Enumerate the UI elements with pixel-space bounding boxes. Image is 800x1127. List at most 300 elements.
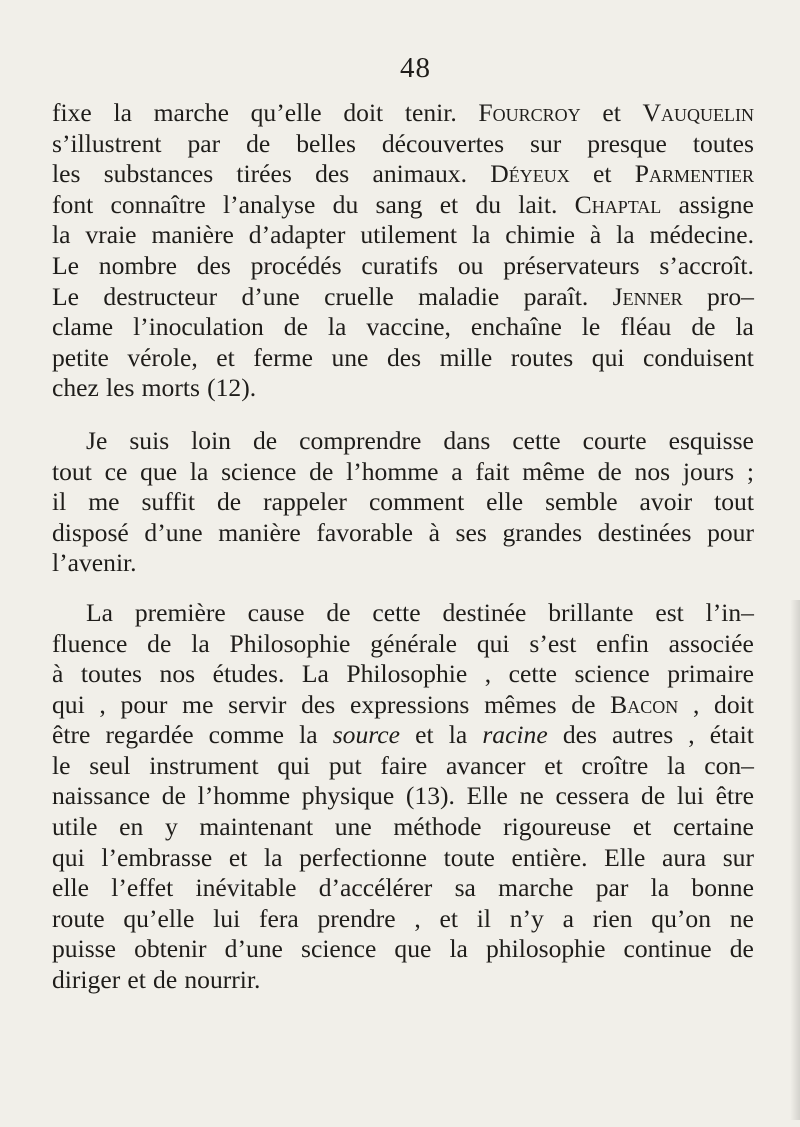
word: qui — [52, 842, 85, 872]
word: con– — [704, 750, 754, 780]
word: physique — [301, 781, 395, 811]
author-name: Parmentier — [634, 159, 754, 189]
word: et — [439, 189, 459, 219]
word: (13). — [405, 781, 455, 811]
word: disposé — [52, 517, 129, 547]
word: Elle — [604, 842, 646, 872]
word: semble — [545, 487, 618, 517]
word: la — [448, 720, 468, 750]
word: et — [228, 842, 248, 872]
text-line — [52, 426, 754, 457]
word: mêmes — [484, 689, 557, 719]
text-line — [52, 781, 754, 812]
word: rappeler — [263, 487, 347, 517]
word: tenir. — [404, 98, 457, 127]
word: la — [189, 456, 209, 486]
word: il — [476, 903, 491, 933]
word: science — [221, 456, 297, 486]
word: a — [451, 456, 463, 486]
word: a — [562, 903, 574, 933]
word: des — [315, 159, 350, 189]
word: croître — [581, 750, 649, 780]
word: nos — [159, 659, 196, 689]
word: l’analyse — [222, 189, 316, 219]
word: cette — [512, 425, 561, 455]
word: procédés — [250, 250, 342, 280]
text-line — [52, 934, 754, 965]
word: tout — [52, 456, 92, 486]
word: courte — [582, 425, 647, 455]
word: faire — [380, 750, 428, 780]
word: favorable — [316, 517, 413, 547]
word: n’y — [509, 903, 544, 933]
word: l’effet — [111, 873, 174, 903]
word: le — [581, 312, 601, 342]
word: obtenir — [134, 934, 207, 964]
word: curatifs — [361, 250, 439, 280]
word — [635, 159, 754, 190]
paragraph-gap — [52, 579, 754, 598]
word — [610, 690, 678, 721]
word: il — [52, 487, 67, 517]
word: qui — [277, 750, 311, 780]
word: morts — [141, 373, 200, 403]
author-name: Vauquelin — [642, 98, 754, 127]
word: science — [301, 934, 377, 964]
word: Philosophie — [346, 659, 468, 689]
word: cause — [247, 597, 305, 627]
word: s’est — [529, 628, 577, 658]
word: de — [252, 425, 278, 455]
word: substances — [103, 159, 214, 189]
word: comment — [368, 487, 465, 517]
word: qui — [591, 342, 625, 372]
text-line — [52, 720, 754, 751]
word: de — [216, 487, 242, 517]
word: destinée — [442, 597, 527, 627]
word: utilement — [360, 220, 457, 250]
word: la — [191, 628, 210, 658]
word: et — [216, 342, 235, 372]
word: la — [264, 842, 283, 872]
word: d’une — [144, 517, 203, 547]
word: lait. — [518, 189, 558, 219]
word: la — [471, 220, 491, 250]
word: vraie — [85, 220, 137, 250]
text-line — [52, 312, 754, 343]
word: ou — [457, 250, 484, 280]
word: ses — [455, 517, 487, 547]
word: par — [595, 873, 629, 903]
word: et — [602, 98, 621, 127]
word: de — [161, 781, 186, 811]
text-line — [52, 98, 754, 129]
word: science — [574, 659, 650, 689]
word: me — [182, 689, 214, 719]
word: l’inoculation — [133, 312, 264, 342]
word — [613, 282, 683, 313]
word: sang — [375, 189, 423, 219]
word: utile — [52, 812, 98, 842]
word: continue — [623, 934, 712, 964]
word: presque — [587, 128, 667, 158]
word: et — [544, 750, 563, 780]
text-line — [52, 159, 754, 190]
body-text — [52, 98, 754, 996]
word: être — [715, 781, 754, 811]
word: d’une — [224, 934, 283, 964]
text-line — [52, 282, 754, 313]
word: philosophie — [486, 934, 606, 964]
word: seul — [89, 750, 131, 780]
word: générale — [370, 628, 457, 658]
word: une — [331, 342, 369, 372]
word: paraît. — [523, 281, 589, 311]
word: tirées — [236, 159, 292, 189]
word: chez — [52, 373, 99, 403]
word: elle — [52, 873, 89, 903]
word: même — [522, 456, 585, 486]
text-line — [52, 548, 754, 579]
word: put — [328, 750, 362, 780]
word: avancer — [445, 750, 526, 780]
text-line — [52, 518, 754, 549]
word: cruelle — [324, 281, 394, 311]
text-line — [52, 129, 754, 160]
word: études. — [212, 659, 285, 689]
word: de — [571, 689, 596, 719]
word: la — [666, 750, 686, 780]
word — [482, 720, 547, 751]
word: et — [439, 903, 458, 933]
text-line — [52, 487, 754, 518]
word — [642, 98, 753, 129]
word: la — [52, 220, 71, 250]
word: Le — [52, 281, 79, 311]
word: et — [592, 159, 612, 189]
word — [478, 98, 580, 129]
emphasis: source — [332, 720, 401, 750]
text-line — [52, 873, 754, 904]
word: naissance — [52, 781, 151, 811]
word: une — [334, 812, 372, 842]
word: elle — [486, 487, 524, 517]
word: puisse — [52, 934, 116, 964]
text-line — [52, 843, 754, 874]
word: instrument — [149, 750, 259, 780]
word: est — [655, 597, 684, 627]
word: , — [414, 903, 421, 933]
word: méthode — [393, 812, 482, 842]
word: qu’elle — [123, 903, 195, 933]
paragraph — [52, 98, 754, 404]
word: d’une — [241, 281, 300, 311]
word: de — [691, 312, 716, 342]
word: sa — [454, 873, 476, 903]
word: primaire — [667, 659, 754, 689]
word: s’illustrent — [52, 128, 162, 158]
word: vérole, — [127, 342, 198, 372]
word: des — [196, 250, 231, 280]
text-line — [52, 751, 754, 782]
word: , — [688, 720, 695, 750]
paragraph — [52, 426, 754, 579]
word: pro– — [707, 281, 754, 311]
word: entière. — [511, 842, 588, 872]
word: brillante — [548, 597, 634, 627]
word: à — [428, 517, 440, 547]
word: que — [140, 456, 178, 486]
word: doit — [343, 98, 384, 127]
word: rien — [592, 903, 633, 933]
word: les — [106, 373, 135, 403]
word: la — [650, 873, 670, 903]
word: à — [52, 659, 64, 689]
word: marche — [498, 873, 574, 903]
word: d’accélérer — [318, 873, 433, 903]
word: servir — [228, 689, 287, 719]
word: fait — [475, 456, 510, 486]
word: mille — [439, 342, 493, 372]
word: ; — [746, 456, 754, 486]
word: inévitable — [195, 873, 297, 903]
word: maintenant — [199, 812, 314, 842]
word: doit — [714, 689, 754, 719]
word: qui — [52, 689, 85, 719]
word: loin — [191, 425, 231, 455]
word: grandes — [502, 517, 583, 547]
paragraph — [52, 598, 754, 996]
word: de — [309, 456, 334, 486]
text-line — [52, 965, 754, 996]
word: l’homme — [346, 456, 439, 486]
word: manière — [151, 220, 234, 250]
word: vaccine, — [366, 312, 451, 342]
word: connaître — [110, 189, 206, 219]
word: expressions — [349, 689, 470, 719]
word: des — [301, 689, 336, 719]
word: cessera — [555, 781, 630, 811]
author-name: Déyeux — [490, 159, 570, 189]
word: animaux. — [372, 159, 467, 189]
text-line — [52, 190, 754, 221]
word: fléau — [620, 312, 672, 342]
word: la — [616, 220, 635, 250]
word: de — [153, 965, 178, 995]
word: , — [484, 659, 492, 689]
word: première — [134, 597, 226, 627]
word: maladie — [418, 281, 500, 311]
word: avoir — [639, 487, 693, 517]
word: qu’elle — [250, 98, 322, 127]
author-name: Jenner — [612, 281, 683, 311]
word: perfectionne — [299, 842, 428, 872]
word: toutes — [80, 659, 143, 689]
word: Le — [52, 250, 79, 280]
word: ferme — [253, 342, 313, 372]
word: enfin — [596, 628, 649, 658]
word: diriger — [52, 965, 121, 995]
word: prendre — [317, 903, 396, 933]
text-line — [52, 598, 754, 629]
word: préservateurs — [503, 250, 640, 280]
text-line — [52, 373, 754, 404]
word: destinées — [597, 517, 692, 547]
word: bonne — [691, 873, 754, 903]
word: cette — [372, 597, 421, 627]
word: le — [52, 750, 71, 780]
text-line — [52, 343, 754, 374]
word: d’adapter — [248, 220, 346, 250]
word: l’homme — [197, 781, 291, 811]
word: qui — [476, 628, 510, 658]
word: cette — [508, 659, 557, 689]
word: qu’on — [651, 903, 711, 933]
word: la — [735, 312, 754, 342]
word: de — [283, 312, 308, 342]
paragraph-gap — [52, 404, 754, 426]
word: jours — [682, 456, 735, 486]
word: en — [119, 812, 144, 842]
word: par — [187, 128, 221, 158]
word: Elle — [466, 781, 508, 811]
word: découvertes — [381, 128, 505, 158]
word: manière — [218, 517, 301, 547]
text-line — [52, 904, 754, 935]
page-number: 48 — [400, 52, 431, 84]
author-name: Fourcroy — [478, 98, 581, 127]
word: toutes — [692, 128, 754, 158]
word: suffit — [141, 487, 196, 517]
text-line — [52, 457, 754, 488]
word: et — [127, 965, 146, 995]
word: s’accroît. — [659, 250, 754, 280]
author-name: Chaptal — [574, 189, 662, 219]
word: tout — [714, 487, 754, 517]
word: enchaîne — [470, 312, 562, 342]
word: l’embrasse — [101, 842, 213, 872]
word: pour — [707, 517, 754, 547]
word: nombre — [98, 250, 177, 280]
word: Je — [86, 425, 108, 455]
word: pour — [120, 689, 168, 719]
word: certaine — [672, 812, 754, 842]
author-name: Bacon — [610, 689, 679, 719]
word: Philosophie — [229, 628, 351, 658]
word: petite — [52, 342, 109, 372]
word: fixe — [52, 98, 92, 127]
word: dans — [443, 425, 491, 455]
word: lui — [676, 781, 704, 811]
word: (12). — [207, 373, 257, 403]
word: et — [632, 812, 652, 842]
word: de — [147, 628, 172, 658]
word: regardée — [105, 720, 194, 750]
word: de — [641, 781, 666, 811]
word: était — [709, 720, 754, 750]
word — [333, 720, 400, 751]
word: me — [88, 487, 120, 517]
word: belles — [296, 128, 356, 158]
word: ne — [519, 781, 544, 811]
word: comme — [208, 720, 285, 750]
word: ne — [729, 903, 754, 933]
word: autres — [612, 720, 674, 750]
word: nos — [634, 456, 671, 486]
word: La — [86, 597, 113, 627]
word: aura — [662, 842, 707, 872]
word: être — [52, 720, 91, 750]
word: la — [113, 98, 132, 127]
word: conduisent — [643, 342, 754, 372]
word: de — [729, 934, 754, 964]
word: routes — [510, 342, 574, 372]
word: des — [562, 720, 597, 750]
text-line — [52, 629, 754, 660]
word: ce — [104, 456, 128, 486]
word: de — [326, 597, 351, 627]
emphasis: racine — [482, 720, 548, 750]
word: l’avenir. — [52, 548, 137, 578]
text-line — [52, 812, 754, 843]
word: clame — [52, 312, 114, 342]
word: la — [449, 934, 468, 964]
text-line — [52, 251, 754, 282]
word: rigoureuse — [503, 812, 612, 842]
page-edge-shadow — [790, 600, 800, 1120]
word: à — [589, 220, 602, 250]
word: sur — [530, 128, 562, 158]
text-line — [52, 690, 754, 721]
word: y — [164, 812, 178, 842]
word: fluence — [52, 628, 128, 658]
word: destructeur — [103, 281, 218, 311]
word: comprendre — [299, 425, 422, 455]
word: La — [301, 659, 329, 689]
word: la — [327, 312, 347, 342]
word: que — [394, 934, 432, 964]
word: , — [99, 689, 106, 719]
word: lui — [213, 903, 241, 933]
word: du — [332, 189, 359, 219]
word: de — [246, 128, 271, 158]
word: les — [52, 159, 81, 189]
text-line — [52, 220, 754, 251]
word: chimie — [505, 220, 575, 250]
word: et — [415, 720, 434, 750]
word: fera — [258, 903, 299, 933]
word: , — [692, 689, 700, 719]
word: des — [386, 342, 422, 372]
word: font — [52, 189, 94, 219]
word: sur — [722, 842, 754, 872]
word: toute — [443, 842, 495, 872]
word — [575, 190, 662, 221]
word: marche — [153, 98, 229, 127]
word: associée — [668, 628, 754, 658]
word: suis — [129, 425, 170, 455]
word: esquisse — [668, 425, 754, 455]
word: l’in– — [705, 597, 754, 627]
word: du — [475, 189, 502, 219]
word: médecine. — [649, 220, 754, 250]
word: la — [299, 720, 318, 750]
word: assigne — [678, 189, 754, 219]
word: de — [597, 456, 622, 486]
word: nourrir. — [184, 965, 261, 995]
word: route — [52, 903, 105, 933]
word — [490, 159, 569, 190]
